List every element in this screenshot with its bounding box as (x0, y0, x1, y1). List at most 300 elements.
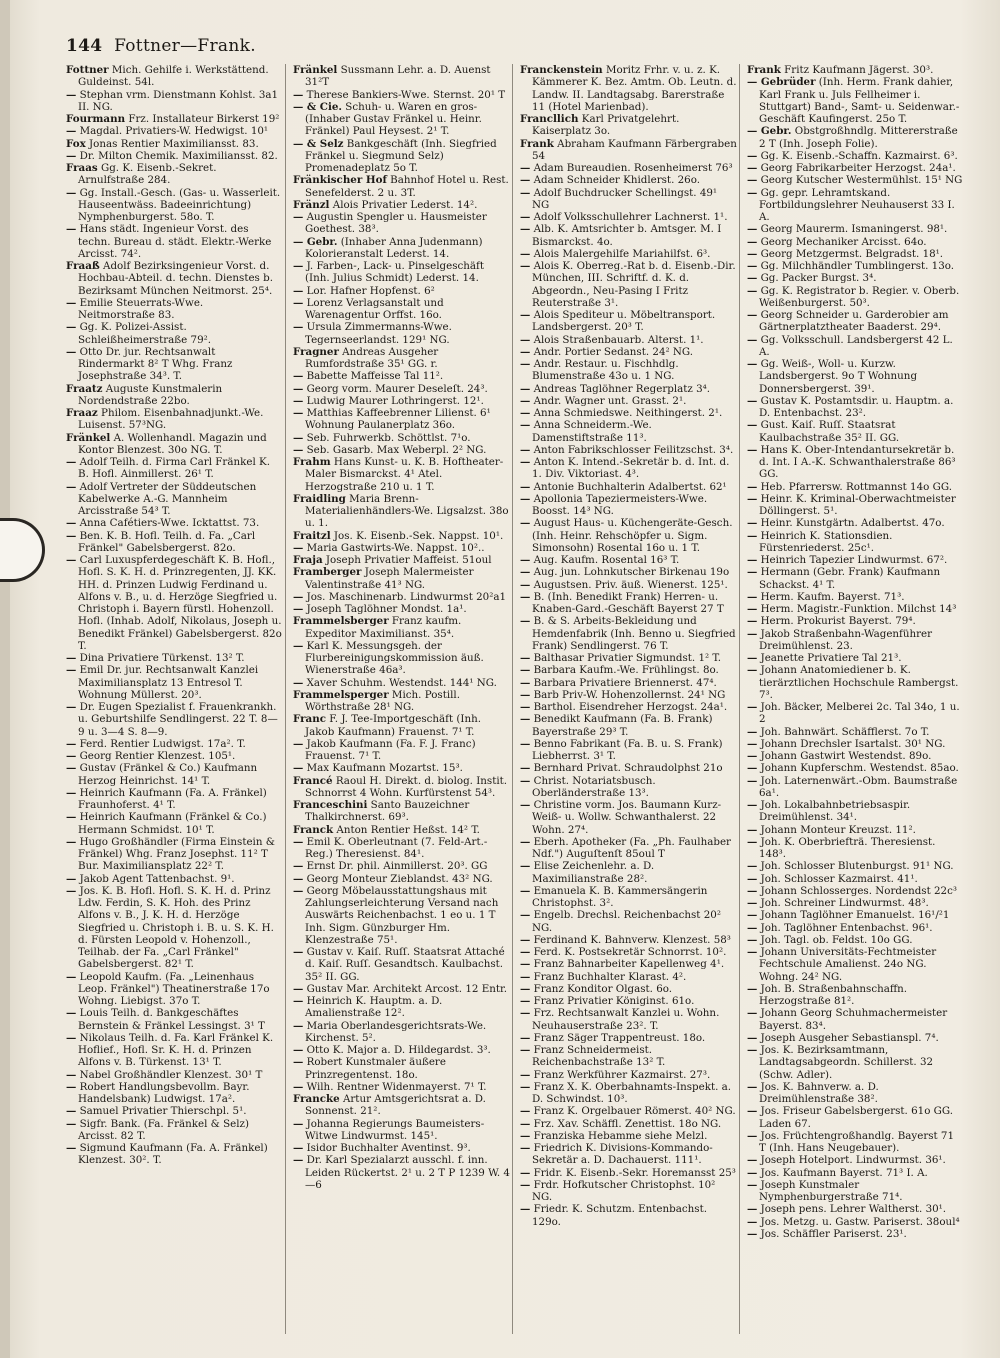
entry-surname: — (747, 627, 758, 640)
directory-entry (520, 383, 737, 395)
directory-entry (66, 811, 283, 836)
entry-surname: — (747, 394, 758, 407)
entry-details: Maria Gastwirts-We. Nappst. 10².. (303, 541, 485, 554)
entry-details: Joh. Schreiner Lindwurmst. 48³. (757, 897, 929, 909)
entry-details: F. J. Tee-Importgeschäft (Inh. Jakob Kaufmann) Frauenst. 7¹ T. (305, 713, 481, 738)
directory-entry (293, 775, 510, 800)
entry-surname: — (520, 419, 531, 432)
entry-details: Nabel Großhändler Klenzest. 30¹ T (76, 1068, 263, 1081)
entry-surname: — (293, 431, 304, 444)
directory-entry (747, 187, 964, 224)
entry-details: Karl Privatgelehrt. Kaiserplatz 3o. (532, 113, 680, 138)
entry-surname: — (520, 676, 531, 689)
entry-surname: — (747, 921, 758, 934)
entry-details: Joseph Taglöhner Mondst. 1a¹. (303, 603, 467, 615)
directory-entry (293, 1118, 510, 1143)
entry-details: Alb. K. Amtsrichter b. Amtsger. M. I Bismarckst. 4o. (530, 223, 722, 248)
entry-details: Carl Luxuspferdegeschäft K. B. Hofl., Hofl. S. K. H. d. Prinzregenten, JJ. KK. HH. d. Prinzen Ludwig Ferdinand u. Alfons v. B., u. d. Herzöge Siegfried u. Christoph i. Bayern fürstl. Hohenzoll. Hofl. (Inhab. Adolf, Nikolaus, Joseph u. Benedikt Fränkel) Gabelsbergerst. 82o T. (76, 554, 282, 652)
directory-entry (520, 444, 737, 456)
column-3 (520, 64, 740, 1334)
entry-surname: Franck (293, 823, 334, 836)
directory-entry (520, 615, 737, 652)
directory-entry (747, 1081, 964, 1106)
entry-surname: — (520, 578, 531, 591)
directory-entry (293, 395, 510, 407)
directory-entry (747, 750, 964, 762)
entry-details: Moritz Frhr. v. u. z. K. Kämmerer K. Bez. Amtm. Ob. Leutn. d. Landw. II. Landtagsabg. Barerstraße 11 (Hotel Marienbad). (532, 64, 737, 113)
entry-details: Andreas Ausgeher Rumfordstraße 35¹ GG. r. (305, 345, 439, 370)
entry-details: Jos. Schäffler Pariserst. 23¹. (757, 1227, 907, 1240)
entry-details: Leopold Kaufm. (Fa. „Leinenhaus Leop. Fränkel") Theatinerstraße 17o Wohng. Liebigst. 37o T. (76, 970, 270, 1007)
entry-surname: — (66, 970, 77, 983)
entry-details: Franz Konditor Olgast. 6o. (530, 982, 673, 995)
directory-entry (520, 334, 737, 346)
entry-details: Jos. Früchtengroßhandlg. Bayerst 71 T (Inh. Hans Neugebauer). (757, 1129, 955, 1154)
entry-details: Alois Straßenbauarb. Alterst. 1¹. (530, 333, 704, 346)
directory-entry (747, 419, 964, 444)
directory-entry (747, 726, 964, 738)
binder-hole (0, 518, 45, 582)
entry-details: Gg. K. Polizei-Assist. Schleißheimerstraße 79². (76, 321, 212, 346)
entry-details: Karl K. Messungsgeh. der Flurbereinigungskommission äuß. Wienerstraße 46a³. (303, 639, 484, 677)
entry-details: Johann Anatomiediener b. K. tierärztlichen Hochschule Rambergst. 7³. (757, 664, 959, 701)
entry-surname: — (747, 309, 758, 321)
directory-entry (747, 860, 964, 872)
entry-details: Hugo Großhändler (Firma Einstein & Fränkel) Whg. Franz Josephst. 11² T Bur. Maximiliansplatz 22² T. (76, 835, 275, 873)
entry-surname: — (520, 860, 531, 873)
entry-details: Anna Cafétiers-Wwe. Icktattst. 73. (76, 517, 260, 530)
entry-details: Christ. Notariatsbusch. Oberländerstraße 13³. (530, 774, 656, 799)
entry-surname: — (520, 1129, 531, 1142)
entry-details: Benno Fabrikant (Fa. B. u. S. Frank) Liebherrst. 3¹ T. (530, 737, 723, 762)
entry-surname: Framberger (293, 566, 362, 579)
directory-entry (747, 554, 964, 566)
directory-entry (520, 713, 737, 738)
entry-surname: — (520, 211, 531, 223)
entry-details: Ludwig Maurer Lothringerst. 12¹. (303, 394, 484, 407)
entry-details: Joseph Ausgeher Sebastianspl. 7⁴. (757, 1031, 939, 1044)
entry-details: Balthasar Privatier Sigmundst. 1² T. (530, 652, 722, 664)
entry-surname: Fraitzl (293, 529, 331, 542)
entry-details: Gg. Install.-Gesch. (Gas- u. Wasserleit. Hauseentwäss. Badeeinrichtung) Nymphenburgerst. 58o. T. (76, 186, 281, 223)
entry-details: Franz K. Orgelbauer Römerst. 40² NG. (530, 1105, 736, 1118)
entry-surname: — (293, 1056, 304, 1069)
entry-details: Johann Universitäts-Fechtmeister Fechtschule Amalienst. 24o NG. Wohng. 24² NG. (757, 946, 937, 983)
entry-surname: — (747, 799, 758, 811)
directory-entry (293, 64, 510, 89)
entry-details: Heb. Pfarrersw. Rottmannst 14o GG. (757, 480, 952, 493)
directory-entry (293, 677, 510, 689)
entry-surname: — (747, 664, 758, 677)
directory-entry (747, 934, 964, 946)
entry-surname: — (293, 872, 304, 885)
directory-entry (520, 174, 737, 186)
entry-surname: — (66, 456, 77, 468)
directory-entry (66, 383, 283, 408)
entry-details: Anton K. Intend.-Sekretär b. d. Int. d. 1. Div. Viktoriast. 4³. (530, 456, 730, 481)
entry-details: Joseph Hotelport. Lindwurmst. 36¹. (757, 1154, 946, 1167)
entry-details: Dr. Karl Spezialarzt ausschl. f. inn. Leiden Rückertst. 2¹ u. 2 T P 1239 W. 4—6 (303, 1154, 510, 1191)
entry-surname: — (66, 1007, 77, 1020)
entry-details: Dina Privatiere Türkenst. 13² T. (76, 652, 245, 664)
entry-surname: — (747, 615, 758, 628)
directory-entry (520, 113, 737, 138)
entry-surname: — (747, 590, 758, 603)
entry-details: Heinrich Kaufmann (Fränkel & Co.) Hermann Schmidst. 10¹ T. (76, 811, 267, 836)
directory-entry (520, 1179, 737, 1204)
entry-details: Franz Säger Trappentreust. 18o. (530, 1031, 706, 1044)
directory-entry (66, 664, 283, 701)
entry-surname: — (747, 517, 758, 530)
directory-entry (520, 652, 737, 664)
directory-entry (520, 566, 737, 578)
entry-surname: Fottner (66, 64, 109, 76)
entry-surname: — (747, 554, 758, 566)
directory-entry (520, 958, 737, 970)
entry-surname: — (66, 149, 77, 162)
entry-details: Aug. jun. Lohnkutscher Birkenau 19o (530, 566, 730, 579)
entry-surname: — (293, 370, 304, 383)
entry-details: Babette Maffeisse Tal 11². (303, 370, 444, 383)
entry-details: Sussmann Lehr. a. D. Auenst 31²T (305, 64, 491, 89)
entry-surname: — (747, 284, 758, 297)
entry-details: Jakob Agent Tattenbachst. 9¹. (76, 872, 235, 885)
entry-surname: — (66, 737, 77, 750)
directory-entry (747, 1228, 964, 1240)
directory-entry (293, 346, 510, 371)
entry-surname: Francé (293, 774, 333, 787)
directory-entry (520, 211, 737, 223)
directory-entry (293, 799, 510, 824)
entry-surname: — (520, 799, 531, 811)
entry-surname: — (293, 88, 304, 101)
entry-details: Jonas Rentier Maximiliansst. 83. (85, 137, 259, 150)
entry-surname: — & Cie. (293, 100, 343, 113)
directory-entry (747, 566, 964, 591)
entry-surname: Fraidling (293, 492, 346, 505)
entry-details: Frz. Rechtsanwalt Kanzlei u. Wohn. Neuhauserstraße 23². T. (530, 1007, 720, 1032)
directory-entry (293, 762, 510, 774)
entry-surname: — (66, 88, 77, 101)
entry-details: Bernhard Privat. Schraudolphst 21o (530, 762, 723, 775)
directory-entry (747, 444, 964, 481)
entry-details: Herm. Kaufm. Bayerst. 71³. (757, 590, 905, 603)
entry-surname: — (66, 345, 77, 358)
entry-details: Franz X. K. Oberbahnamts-Inspekt. a. D. Schwindst. 10³. (530, 1080, 732, 1105)
entry-details: Joh. Schlosser Kazmairst. 41¹. (757, 872, 918, 885)
directory-entry (520, 1044, 737, 1069)
entry-details: Franz Buchhalter Klarast. 4². (530, 970, 687, 983)
directory-entry (747, 775, 964, 800)
directory-entry (293, 1154, 510, 1191)
entry-surname: Frank (747, 64, 781, 76)
entry-details: Ferdinand K. Bahnverw. Klenzest. 58³ (530, 933, 731, 946)
entry-details: Matthias Kaffeebrenner Lilienst. 6¹ Wohnung Paulanerplatz 36o. (303, 407, 491, 432)
entry-surname: — (747, 480, 758, 493)
entry-surname: — (66, 223, 77, 236)
directory-entry (66, 738, 283, 750)
entry-surname: — (293, 737, 304, 750)
directory-entry (293, 493, 510, 530)
directory-entry (66, 432, 283, 457)
entry-details: Christine vorm. Jos. Baumann Kurz- Weiß- u. Wollw. Schwanthalerst. 22 Wohn. 27⁴. (530, 799, 722, 836)
directory-entry (293, 285, 510, 297)
entry-surname: — (520, 394, 531, 407)
entry-details: Georg Fabrikarbeiter Herzogst. 24a¹. (757, 162, 956, 174)
directory-entry (293, 1081, 510, 1093)
entry-details: Anton Fabrikschlosser Feilitzschst. 3⁴. (530, 443, 734, 456)
entry-surname: — (520, 358, 531, 370)
entry-surname: — (747, 860, 758, 873)
entry-details: Franziska Hebamme siehe Melzl. (530, 1129, 708, 1142)
entry-surname: — (747, 1031, 758, 1044)
entry-details: Joseph Privatier Maffeist. 51oul (322, 554, 492, 566)
entry-surname: — (747, 774, 758, 787)
directory-entry (293, 456, 510, 493)
entry-surname: — (747, 982, 758, 995)
directory-entry (747, 652, 964, 664)
entry-details: Georg Möbelausstattungshaus mit Zahlungserleichterung Versand nach Auswärts Reichenbachst. 1 eo u. 1 T Inh. Sigm. Günzburger Hm. Klenzestraße 75¹. (303, 884, 499, 946)
entry-details: Seb. Fuhrwerkb. Schöttlst. 7¹o. (303, 431, 471, 444)
entry-details: Georg Metzgermst. Belgradst. 18¹. (757, 247, 944, 260)
entry-surname: — (520, 260, 531, 272)
directory-entry (520, 1118, 737, 1130)
entry-details: Sigfr. Bank. (Fa. Fränkel & Selz) Arcisst. 82 T. (76, 1117, 249, 1142)
entry-details: Ferd. K. Postsekretär Schnorrst. 10². (530, 946, 727, 958)
entry-surname: — (520, 982, 531, 995)
directory-entry (747, 162, 964, 174)
entry-surname: — (747, 529, 758, 542)
directory-entry (747, 701, 964, 726)
entry-details: Eberh. Apotheker (Fa. „Ph. Faulhaber Ndf.") Auguſtenſt 85oul T (530, 835, 731, 860)
entry-details: Johann Gastwirt Westendst. 89o. (757, 750, 932, 762)
entry-surname: Franc (293, 713, 326, 726)
entry-details: Alois Privatier Lederst. 14². (329, 198, 478, 211)
column-2 (293, 64, 513, 1334)
entry-surname: — (747, 247, 758, 260)
directory-entry (747, 1154, 964, 1166)
entry-surname: Fragner (293, 345, 339, 358)
entry-surname: — (520, 186, 531, 199)
entry-details: Schuh- u. Waren en gros- (Inhaber Gustav Fränkel u. Heinr. Fränkel) Paul Heysest. 2¹ T. (305, 100, 482, 138)
entry-details: Robert Kunstmaler äußere Prinzregentenst. 18o. (303, 1056, 446, 1081)
entry-surname: — (747, 823, 758, 836)
directory-entry (520, 909, 737, 934)
entry-surname: — (747, 1154, 758, 1167)
entry-surname: — (293, 590, 304, 603)
directory-entry (293, 873, 510, 885)
entry-details: Lorenz Verlagsanstalt und Warenagentur Orffst. 16o. (303, 296, 444, 321)
entry-details: Franz kaufm. Expeditor Maximilianst. 35⁴. (305, 615, 462, 640)
directory-entry (520, 1105, 737, 1117)
entry-surname: — (520, 566, 531, 579)
entry-surname: Fränkel (66, 431, 111, 444)
entry-details: Gust. Kaiſ. Ruſſ. Staatsrat Kaulbachstraße 35² II. GG. (757, 419, 900, 444)
entry-surname: — (520, 1166, 531, 1179)
directory-entry (66, 138, 283, 150)
directory-entry (520, 1142, 737, 1167)
directory-entry (747, 530, 964, 555)
entry-details: Friedrich K. Divisions-Kommando-Sekretär a. D. Dachauerst. 111¹. (530, 1142, 713, 1167)
entry-details: Obstgroßhndlg. Mittererstraße 2 T (Inh. Joseph Folie). (759, 125, 958, 150)
directory-entry (747, 358, 964, 395)
directory-entry (520, 983, 737, 995)
entry-surname: — (520, 664, 531, 677)
entry-details: Jos. Friseur Gabelsbergerst. 61o GG. Laden 67. (757, 1105, 954, 1130)
entry-details: Joh. Schlosser Blutenburgst. 91¹ NG. (757, 860, 954, 873)
entry-details: Friedr. K. Schutzm. Entenbachst. 129o. (530, 1203, 707, 1228)
entry-details: Ursula Zimmermanns-Wwe. Tegernseerlandst. 129¹ NG. (303, 321, 452, 346)
entry-details: Heinrich K. Stationsdien. Fürstenriederst. 25c¹. (757, 529, 893, 554)
entry-details: A. Wollenhandl. Magazin und Kontor Blenzest. 30o NG. T. (78, 431, 267, 456)
entry-surname: — (293, 982, 304, 995)
directory-entry (293, 860, 510, 872)
entry-surname: — (520, 774, 531, 787)
entry-details: Franz Bahnarbeiter Kapellenweg 4¹. (530, 958, 725, 971)
entry-details: Adolf Volksschullehrer Lachnerst. 1¹. (530, 211, 728, 223)
entry-surname: — (520, 688, 531, 701)
entry-surname: — (747, 358, 758, 370)
directory-entry (293, 824, 510, 836)
entry-surname: — (293, 1142, 304, 1154)
entry-details: Joh. K. Oberbriefträ. Theresienst. 148³. (757, 835, 936, 860)
directory-entry (520, 677, 737, 689)
directory-entry (293, 432, 510, 444)
entry-surname: — (747, 419, 758, 432)
directory-entry (747, 223, 964, 235)
entry-details: Bankgeschäft (Inh. Siegfried Fränkel u. Siegmund Selz) Promenadeplatz 5o T. (305, 137, 497, 174)
directory-entry (66, 885, 283, 971)
entry-details: Johann Taglöhner Emanuelst. 16¹/²1 (757, 909, 950, 922)
directory-entry (520, 517, 737, 554)
entry-surname: — (747, 333, 758, 346)
directory-entry (66, 1007, 283, 1032)
entry-surname: Fränkel (293, 64, 338, 76)
directory-entry (293, 211, 510, 236)
directory-entry (293, 444, 510, 456)
entry-details: Frz. Installateur Birkerst 19² (125, 113, 280, 125)
entry-details: Johanna Regierungs Baumeisters-Witwe Lindwurmst. 145¹. (303, 1117, 485, 1142)
directory-entry (520, 775, 737, 800)
entry-details: Andr. Wagner unt. Grasst. 2¹. (530, 394, 687, 407)
directory-entry (520, 1069, 737, 1081)
entry-surname: — (747, 1044, 758, 1056)
directory-entry (293, 554, 510, 566)
directory-entry (66, 1032, 283, 1069)
entry-details: Dr. Eugen Spezialist f. Frauenkrankh. u. Geburtshilfe Sendlingerst. 22 T. 8—9 u. 3—4 S. 8—9. (76, 701, 278, 738)
entry-details: Seb. Gasarb. Max Weberpl. 2² NG. (303, 443, 487, 456)
entry-details: Magdal. Privatiers-W. Hedwigst. 10¹ (76, 125, 269, 138)
entry-surname: — Gebrüder (747, 76, 816, 89)
entry-surname: — (66, 664, 77, 677)
entry-details: Andr. Portier Sedanst. 24² NG. (530, 345, 694, 358)
entry-surname: — (293, 1080, 304, 1093)
directory-entry (66, 1069, 283, 1081)
entry-surname: — (66, 701, 77, 713)
entry-surname: — (747, 149, 758, 162)
entry-surname: — (293, 1019, 304, 1032)
entry-surname: — (520, 1178, 531, 1191)
entry-surname: — Gebr. (293, 235, 338, 248)
entry-details: Max Kaufmann Mozartst. 15³. (303, 762, 463, 775)
directory-entry (66, 346, 283, 383)
directory-entry (520, 836, 737, 861)
entry-surname: — (520, 309, 531, 321)
directory-entry (747, 799, 964, 824)
directory-entry (293, 946, 510, 983)
entry-surname: — (520, 247, 531, 260)
entry-surname: — (520, 554, 531, 566)
entry-details: Adolf Buchdrucker Schellingst. 49¹ NG (530, 186, 718, 211)
entry-details: Johann Kupferschm. Westendst. 85ao. (757, 762, 959, 775)
entry-surname: — (293, 1117, 304, 1130)
directory-entry (520, 701, 737, 713)
entry-details: Adam Bureaudien. Rosenheimerst 76³ (530, 162, 733, 174)
directory-entry (520, 1032, 737, 1044)
entry-details: Samuel Privatier Thierschpl. 5¹. (76, 1105, 247, 1118)
entry-details: Louis Teilh. d. Bankgeschäftes Bernstein & Fränkel Lessingst. 3¹ T (76, 1007, 265, 1032)
directory-entry (520, 1203, 737, 1228)
entry-surname: Frammelsperger (293, 688, 389, 701)
entry-surname: — (293, 1154, 304, 1167)
entry-surname: — (520, 443, 531, 456)
directory-entry (520, 885, 737, 910)
directory-entry (293, 89, 510, 101)
directory-entry (293, 321, 510, 346)
entry-surname: — (747, 1227, 758, 1240)
directory-entry (66, 260, 283, 297)
entry-details: Frdr. Hofkutscher Christophst. 10² NG. (530, 1178, 716, 1203)
directory-entry (747, 334, 964, 359)
entry-surname: — Gebr. (747, 125, 792, 138)
entry-details: Gg. K. Eisenb.-Schaffn. Kazmairst. 6³. (757, 149, 958, 162)
entry-details: Heinrich Tapezier Lindwurmst. 67². (757, 554, 948, 566)
directory-entry (293, 1056, 510, 1081)
entry-details: Georg vorm. Maurer Deseleſt. 24³. (303, 382, 488, 395)
directory-entry (747, 946, 964, 983)
entry-surname: — (293, 260, 304, 272)
directory-entry (66, 1118, 283, 1143)
directory-entry (293, 138, 510, 175)
entry-details: Gg. gepr. Lehramtskand. Fortbildungslehrer Neuhauserst 33 I. A. (757, 186, 955, 223)
directory-entry (66, 971, 283, 1008)
directory-entry (66, 187, 283, 224)
entry-surname: — (293, 946, 304, 958)
entry-details: Jos. Kaufmann Bayerst. 71³ I. A. (757, 1166, 928, 1179)
entry-surname: — (747, 603, 758, 615)
directory-entry (520, 738, 737, 763)
entry-details: Wilh. Rentner Widenmayerst. 7¹ T. (303, 1080, 487, 1093)
entry-details: Ferd. Rentier Ludwigst. 17a². T. (76, 737, 246, 750)
entry-surname: — (747, 162, 758, 174)
directory-entry (520, 481, 737, 493)
directory-entry (520, 1007, 737, 1032)
entry-details: Apollonia Tapeziermeisters-Wwe. Boosst. 14³ NG. (530, 492, 708, 517)
entry-surname: — (66, 750, 77, 762)
entry-surname: — (747, 492, 758, 505)
entry-details: Fridr. K. Eisenb.-Sekr. Horemansst 25³ (530, 1166, 736, 1179)
entry-details: Philom. Eisenbahnadjunkt.-We. Luisenst. 57³NG. (78, 407, 264, 432)
entry-surname: — (520, 835, 531, 848)
entry-details: Jos. Maschinenarb. Lindwurmst 20²a1 (303, 590, 507, 603)
entry-details: Santo Bauzeichner Thalkirchnerst. 69³. (305, 799, 470, 824)
directory-entry (293, 297, 510, 322)
entry-surname: — (66, 1105, 77, 1118)
entry-surname: — (520, 958, 531, 971)
directory-entry (747, 836, 964, 861)
entry-surname: — (293, 603, 304, 615)
entry-surname: — (293, 321, 304, 334)
